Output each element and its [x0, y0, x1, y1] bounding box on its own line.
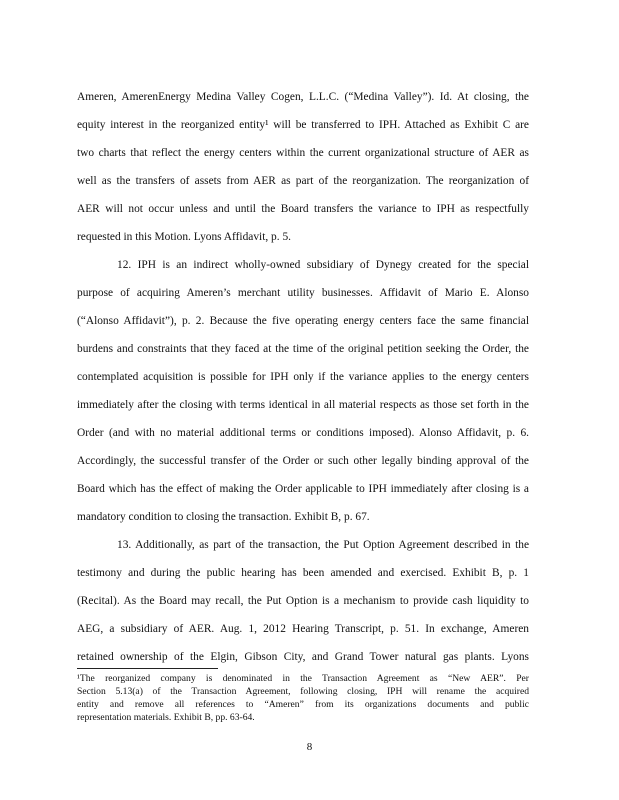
- body-line: requested in this Motion. Lyons Affidavit, p. 5.: [77, 231, 291, 243]
- footnote-line: ¹The reorganized company is denominated in the Transaction Agreement as “New AER”. Per: [77, 673, 529, 684]
- body-line: immediately after the closing with terms identical in all material respects as those set forth in the: [77, 399, 529, 411]
- body-line: well as the transfers of assets from AER as part of the reorganization. The reorganization of: [77, 175, 529, 187]
- body-line: AER will not occur unless and until the Board transfers the variance to IPH as respectfully: [77, 203, 529, 215]
- body-line: Order (and with no material additional terms or conditions imposed). Alonso Affidavit, p. 6.: [77, 427, 529, 439]
- body-line: purpose of acquiring Ameren’s merchant utility businesses. Affidavit of Mario E. Alonso: [77, 287, 529, 299]
- paragraph-13-start: 13. Additionally, as part of the transaction, the Put Option Agreement described in the: [117, 539, 529, 551]
- page-number: 8: [306, 741, 313, 753]
- body-line: two charts that reflect the energy centers within the current organizational structure of AER as: [77, 147, 529, 159]
- footnote-line: entity and remove all references to “Ameren” from its organizations documents and public: [77, 699, 529, 710]
- body-line: Accordingly, the successful transfer of the Order or such other legally binding approval of the: [77, 455, 529, 467]
- paragraph-12-start: 12. IPH is an indirect wholly-owned subsidiary of Dynegy created for the special: [117, 259, 529, 271]
- body-line: Ameren, AmerenEnergy Medina Valley Cogen, L.L.C. (“Medina Valley”). Id. At closing, the: [77, 91, 529, 103]
- body-line: equity interest in the reorganized entity¹ will be transferred to IPH. Attached as Exhibit C are: [77, 119, 529, 131]
- footnote-divider: [77, 668, 218, 669]
- body-line: retained ownership of the Elgin, Gibson City, and Grand Tower natural gas plants. Lyons: [77, 651, 529, 663]
- body-line: (“Alonso Affidavit”), p. 2. Because the five operating energy centers face the same financial: [77, 315, 529, 327]
- footnote-line: Section 5.13(a) of the Transaction Agreement, following closing, IPH will rename the acquired: [77, 686, 529, 697]
- footnote-line: representation materials. Exhibit B, pp. 63-64.: [77, 712, 255, 723]
- body-line: testimony and during the public hearing has been amended and exercised. Exhibit B, p. 1: [77, 567, 529, 579]
- body-line: Board which has the effect of making the Order applicable to IPH immediately after closing is a: [77, 483, 529, 495]
- body-line: (Recital). As the Board may recall, the Put Option is a mechanism to provide cash liquidity to: [77, 595, 529, 607]
- body-line: burdens and constraints that they faced at the time of the original petition seeking the Order, the: [77, 343, 529, 355]
- body-line: contemplated acquisition is possible for IPH only if the variance applies to the energy centers: [77, 371, 529, 383]
- body-line: mandatory condition to closing the transaction. Exhibit B, p. 67.: [77, 511, 370, 523]
- body-line: AEG, a subsidiary of AER. Aug. 1, 2012 Hearing Transcript, p. 51. In exchange, Ameren: [77, 623, 529, 635]
